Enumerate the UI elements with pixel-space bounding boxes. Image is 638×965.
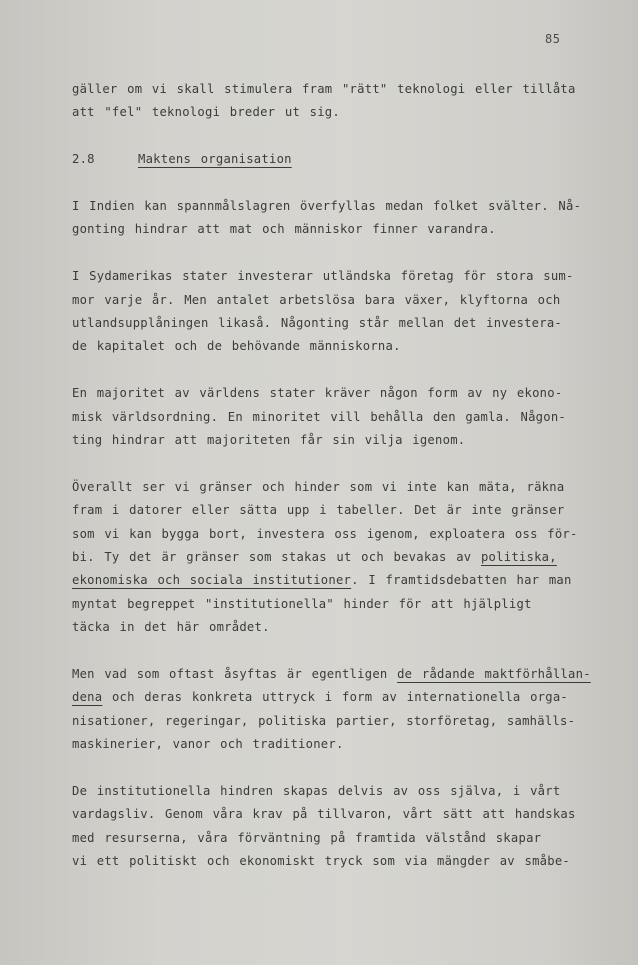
text-line: de kapitalet och de behövande människorna. bbox=[72, 339, 401, 354]
text-line: nisationer, regeringar, politiska partier, storföretag, samhälls- bbox=[72, 713, 576, 728]
text-line bbox=[72, 569, 582, 592]
text-line: ting hindrar att majoriteten får sin vilja igenom. bbox=[72, 433, 466, 448]
text-line bbox=[72, 663, 591, 686]
text-line: En majoritet av världens stater kräver någon form av ny ekono- bbox=[72, 386, 563, 401]
text-line: gäller om vi skall stimulera fram "rätt" teknologi eller tillåta bbox=[72, 82, 576, 96]
text-line: att "fel" teknologi breder ut sig. bbox=[72, 105, 340, 120]
text-segment: bi. Ty det är gränser som stakas ut och bevakas av bbox=[72, 550, 481, 565]
section-heading bbox=[72, 148, 582, 171]
underlined-phrase: de rådande maktförhållan- bbox=[397, 667, 591, 682]
text-segment: och deras konkreta uttryck i form av internationella orga- bbox=[102, 690, 569, 705]
text-line: mor varje år. Men antalet arbetslösa bara växer, klyftorna och bbox=[72, 292, 561, 307]
underlined-phrase: ekonomiska och sociala institutioner bbox=[72, 573, 352, 588]
underlined-phrase: politiska, bbox=[480, 550, 557, 565]
text-segment: Men vad som oftast åsyftas är egentligen bbox=[72, 667, 398, 682]
text-line bbox=[72, 546, 582, 569]
text-segment: . I framtidsdebatten har man bbox=[351, 573, 572, 588]
text-line: som vi kan bygga bort, investera oss igenom, exploatera oss för- bbox=[72, 526, 578, 541]
text-line: fram i datorer eller sätta upp i tabeller. Det är inte gränser bbox=[72, 503, 565, 518]
text-line: täcka in det här området. bbox=[72, 620, 270, 635]
body-text bbox=[72, 78, 591, 874]
text-line: myntat begreppet "institutionella" hinder för att hjälpligt bbox=[72, 596, 532, 611]
text-line: utlandsupplåningen likaså. Någonting står mellan det investera- bbox=[72, 316, 563, 331]
text-line: De institutionella hindren skapas delvis av oss själva, i vårt bbox=[72, 784, 561, 799]
text-line: Överallt ser vi gränser och hinder som vi inte kan mäta, räkna bbox=[72, 479, 565, 494]
page-number: 85 bbox=[545, 32, 561, 46]
text-line: vardagsliv. Genom våra krav på tillvaron, vårt sätt att handskas bbox=[72, 807, 576, 822]
underlined-phrase: dena bbox=[72, 690, 103, 705]
section-title: Maktens organisation bbox=[138, 152, 292, 167]
text-line: I Sydamerikas stater investerar utländska företag för stora sum- bbox=[72, 269, 574, 284]
text-line: med resurserna, våra förväntning på framtida välstånd skapar bbox=[72, 830, 542, 845]
text-line: maskinerier, vanor och traditioner. bbox=[72, 737, 344, 752]
text-line: misk världsordning. En minoritet vill behålla den gamla. Någon- bbox=[72, 409, 567, 424]
section-number: 2.8 bbox=[72, 152, 95, 167]
text-line: gonting hindrar att mat och människor finner varandra. bbox=[72, 222, 496, 237]
text-line: I Indien kan spannmålslagren överfyllas medan folket svälter. Nå- bbox=[72, 199, 582, 213]
text-line: vi ett politiskt och ekonomiskt tryck som via mängder av småbe- bbox=[72, 854, 571, 869]
text-line bbox=[72, 686, 582, 709]
